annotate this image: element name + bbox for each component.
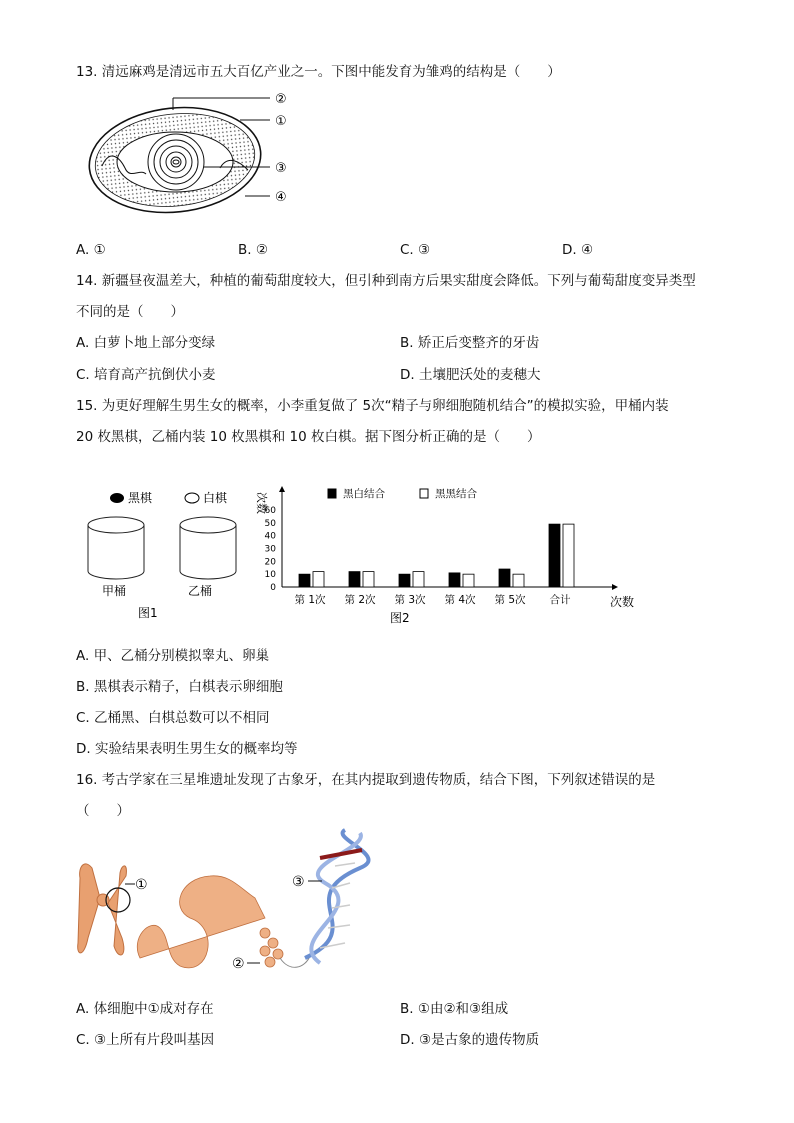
dna-label-3: ③ [292, 874, 305, 890]
q16-stem-line1: 16. 考古学家在三星堆遗址发现了古象牙，在其内提取到遗传物质，结合下图，下列叙述错误的是 [76, 772, 656, 788]
figure-2-bar-chart [250, 470, 635, 630]
bar [563, 524, 574, 587]
q13-option-d[interactable]: D. ④ [562, 242, 594, 258]
q14-option-a[interactable]: A. 白萝卜地上部分变绿 [76, 335, 216, 351]
q13-option-c[interactable]: C. ③ [400, 242, 431, 258]
bar [499, 569, 510, 587]
y-axis-label: 次数 [255, 492, 268, 514]
dna-label-2: ② [232, 956, 245, 972]
bucket-b [180, 517, 236, 579]
q15-option-d[interactable]: D. 实验结果表明生男生女的概率均等 [76, 741, 298, 757]
y-tick-label: 20 [264, 557, 276, 568]
x-tick-label: 第 3次 [394, 594, 426, 606]
x-tick-label: 合计 [549, 594, 571, 606]
bar [299, 574, 310, 587]
q16-stem-line2: （ ） [76, 803, 130, 819]
x-tick-label: 第 4次 [444, 594, 476, 606]
chromosome-dna-diagram [70, 828, 380, 978]
bucket-a [88, 517, 144, 579]
bar [463, 574, 474, 587]
y-tick-label: 0 [270, 583, 276, 593]
x-tick-label: 第 1次 [294, 594, 326, 606]
x-axis-arrow [612, 584, 618, 590]
bar [549, 524, 560, 587]
egg-label-2: ② [275, 92, 287, 107]
bar [449, 573, 460, 587]
q13-stem: 13. 清远麻鸡是清远市五大百亿产业之一。下图中能发育为雏鸡的结构是（ ） [76, 64, 561, 80]
q14-stem-line2: 不同的是（ ） [76, 304, 184, 320]
q15-stem-line1: 15. 为更好理解生男生女的概率，小李重复做了 5次“精子与卵细胞随机结合”的模拟实验，甲桶内装 [76, 398, 669, 414]
legend-label: 黑白结合 [343, 488, 385, 500]
q14-stem-line1: 14. 新疆昼夜温差大，种植的葡萄甜度较大，但引种到南方后果实甜度会降低。下列与葡萄甜度变异类型 [76, 273, 696, 289]
y-tick-label: 40 [264, 531, 276, 542]
y-tick-label: 50 [264, 518, 276, 529]
q16-option-c[interactable]: C. ③上所有片段叫基因 [76, 1032, 215, 1048]
egg-label-4: ④ [275, 190, 287, 205]
white-piece-icon [185, 493, 199, 503]
y-tick-label: 60 [264, 506, 276, 516]
dna-label-1: ① [135, 877, 148, 893]
q16-option-a[interactable]: A. 体细胞中①成对存在 [76, 1001, 214, 1017]
x-tick-label: 第 2次 [344, 594, 376, 606]
legend-label: 黑黑结合 [435, 488, 477, 500]
q15-option-c[interactable]: C. 乙桶黑、白棋总数可以不相同 [76, 710, 270, 726]
legend-black-label: 黑棋 [128, 491, 153, 505]
q16-option-b[interactable]: B. ①由②和③组成 [400, 1001, 509, 1017]
q14-option-b[interactable]: B. 矫正后变整齐的牙齿 [400, 335, 540, 351]
x-axis-label: 次数 [610, 595, 635, 609]
egg-label-1: ① [275, 114, 287, 129]
q15-option-b[interactable]: B. 黑棋表示精子，白棋表示卵细胞 [76, 679, 283, 695]
q15-option-a[interactable]: A. 甲、乙桶分别模拟睾丸、卵巢 [76, 648, 270, 664]
bar [313, 572, 324, 587]
q14-option-c[interactable]: C. 培育高产抗倒伏小麦 [76, 367, 216, 383]
figure-1-buckets [80, 485, 260, 625]
q13-option-b[interactable]: B. ② [238, 242, 268, 258]
chromosome-icon [78, 864, 127, 955]
egg-label-3: ③ [275, 161, 287, 176]
q15-stem-line2: 20 枚黑棋，乙桶内装 10 枚黑棋和 10 枚白棋。据下图分析正确的是（ ） [76, 429, 541, 445]
bucket-b-label: 乙桶 [188, 584, 213, 598]
y-axis-arrow [279, 486, 285, 492]
figure-2-caption: 图2 [390, 611, 410, 625]
legend-white-label: 白棋 [203, 491, 228, 505]
bar [399, 574, 410, 587]
bucket-a-label: 甲桶 [102, 584, 127, 598]
egg-structure-diagram [80, 88, 310, 218]
bar [413, 572, 424, 587]
y-tick-label: 30 [264, 544, 276, 555]
bar [363, 572, 374, 587]
y-tick-label: 10 [264, 570, 276, 581]
q13-option-a[interactable]: A. ① [76, 242, 106, 258]
black-piece-icon [110, 493, 124, 503]
q14-option-d[interactable]: D. 土壤肥沃处的麦穗大 [400, 367, 541, 383]
chromatin-coil-icon [137, 876, 265, 968]
q16-option-d[interactable]: D. ③是古象的遗传物质 [400, 1032, 540, 1048]
x-tick-label: 第 5次 [494, 594, 526, 606]
legend-swatch [328, 489, 336, 498]
bar [349, 572, 360, 587]
legend-swatch [420, 489, 428, 498]
figure-1-caption: 图1 [138, 606, 158, 620]
bar [513, 574, 524, 587]
